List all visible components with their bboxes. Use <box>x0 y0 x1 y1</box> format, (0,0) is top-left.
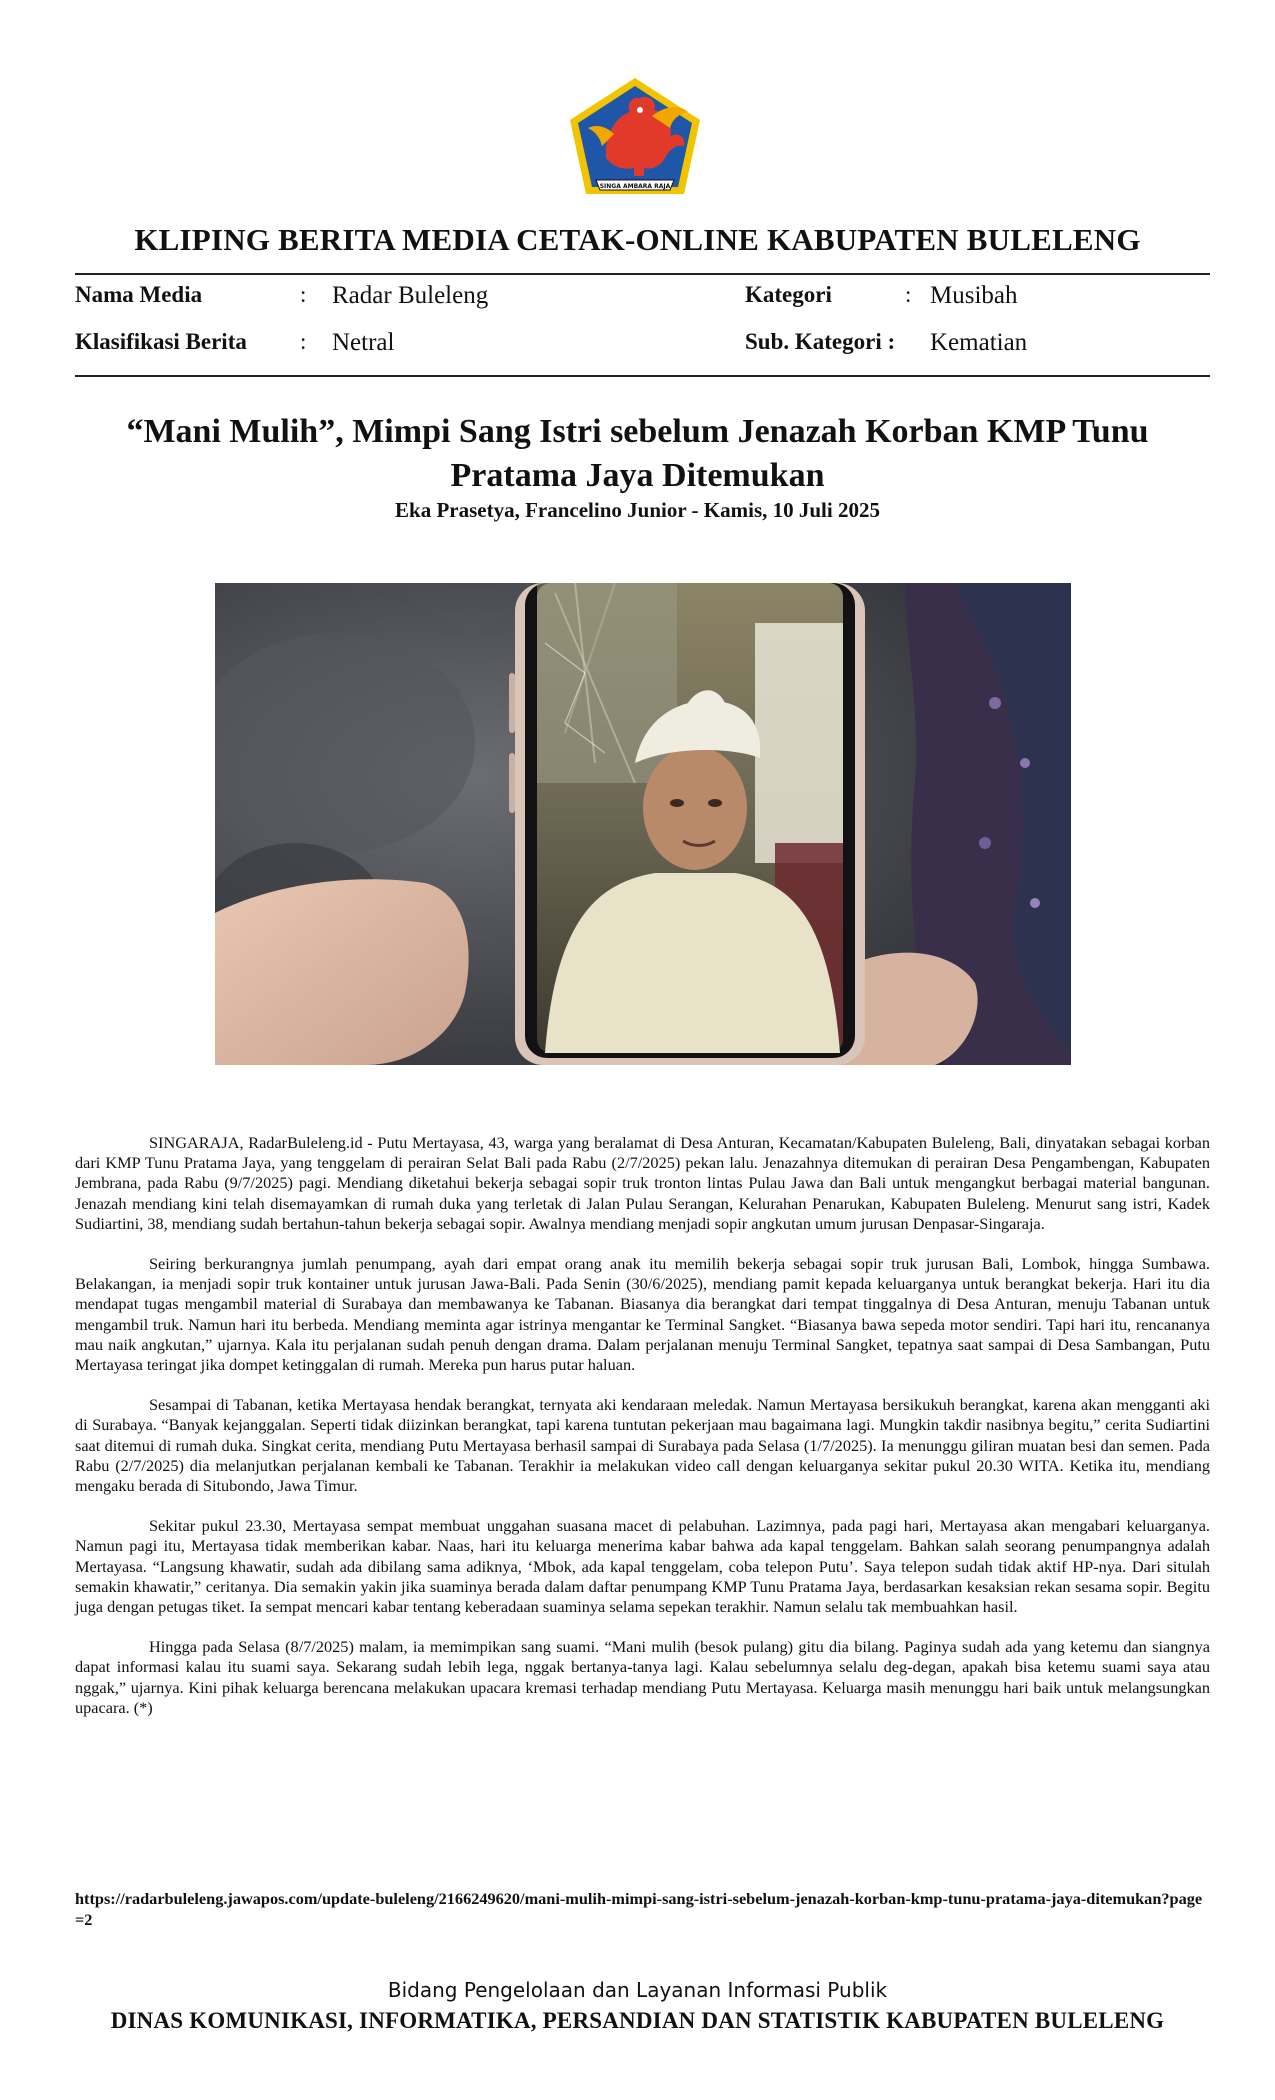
meta-row-2 <box>75 329 1210 359</box>
kategori-label: Kategori <box>745 282 832 307</box>
article-paragraph-4: Sekitar pukul 23.30, Mertayasa sempat membuat unggahan suasana macet di pelabuhan. Lazimnya, pada pagi hari, Mertayasa akan mengabari keluarganya. Namun pagi itu, Mertayasa tidak memberikan kabar. Naas, hari itu keluarga menerima kabar bahwa ada kapal tenggelam. Bahkan salah seorang penumpangnya adalah Mertayasa. “Langsung khawatir, sudah ada dibilang sama adiknya, ‘Mbok, ada kapal tenggelam, coba telepon Putu’. Saya telepon sudah tidak aktif HP-nya. Dari situlah semakin khawatir,” ceritanya. Dia semakin yakin jika suaminya berada dalam daftar penumpang KMP Tunu Pratama Jaya, berdasarkan kesaksian rekan sesama sopir. Begitu juga dengan petugas tiket. Ia sempat mencari kabar tentang keberadaan suaminya selama sepekan terakhir. Namun selalu tak membuahkan hasil. <box>75 1516 1210 1617</box>
meta-row-1 <box>75 282 1210 312</box>
article-photo <box>215 583 1071 1065</box>
klasifikasi-label: Klasifikasi Berita <box>75 329 247 354</box>
article-headline: “Mani Mulih”, Mimpi Sang Istri sebelum Jenazah Korban KMP Tunu Pratama Jaya Ditemukan <box>126 413 1149 494</box>
klasifikasi-colon: : <box>300 329 307 354</box>
nama-media-value: Radar Buleleng <box>332 282 489 309</box>
source-url-link[interactable]: https://radarbuleleng.jawapos.com/update-buleleng/2166249620/mani-mulih-mimpi-sang-istri-sebelum-jenazah-korban-kmp-tunu-pratama-jaya-ditemukan?page=2 <box>75 1889 1203 1929</box>
article-paragraph-2: Seiring berkurangnya jumlah penumpang, ayah dari empat orang anak itu memilih bekerja sebagai sopir truk jurusan Bali, Lombok, hingga Sumbawa. Belakangan, ia menjadi sopir truk kontainer untuk jurusan Jawa-Bali. Pada Senin (30/6/2025), mendiang pamit kepada keluarganya untuk berangkat bekerja. Hari itu dia mendapat tugas mengambil material di Surabaya dan membawanya ke Tabanan. Biasanya dia berangkat dari tempat tinggalnya di Desa Anturan, menuju Tabanan untuk mengambil truk. Namun hari itu berbeda. Mendiang meminta agar istrinya mengantar ke Terminal Sangket. “Biasanya bawa sepeda motor sendiri. Tapi hari itu, rencananya mau naik angkutan,” ujarnya. Kala itu perjalanan sudah penuh dengan drama. Dalam perjalanan menuju Terminal Sangket, tepatnya saat sampai di Desa Sambangan, Putu Mertayasa teringat jika dompet ketinggalan di rumah. Mereka pun harus putar haluan. <box>75 1254 1210 1375</box>
footer-bidang: Bidang Pengelolaan dan Layanan Informasi Publik <box>387 1978 888 2002</box>
article-byline: Eka Prasetya, Francelino Junior - Kamis, 10 Juli 2025 <box>395 498 880 522</box>
singa-ambara-raja-logo-icon <box>566 76 704 200</box>
nama-media-colon: : <box>300 282 307 307</box>
nama-media-label: Nama Media <box>75 282 203 307</box>
kategori-value: Musibah <box>930 282 1018 309</box>
sub-kategori-value: Kematian <box>930 329 1028 356</box>
footer-dinas: DINAS KOMUNIKASI, INFORMATIKA, PERSANDIAN DAN STATISTIK KABUPATEN BULELENG <box>110 2008 1165 2033</box>
sub-kategori-label: Sub. Kategori : <box>745 329 896 354</box>
article-paragraph-1: SINGARAJA, RadarBuleleng.id - Putu Mertayasa, 43, warga yang beralamat di Desa Anturan, Kecamatan/Kabupaten Buleleng, Bali, dinyatakan sebagai korban dari KMP Tunu Pratama Jaya, yang tenggelam di perairan Selat Bali pada Rabu (2/7/2025) pekan lalu. Jenazahnya ditemukan di perairan Desa Pengambengan, Kabupaten Jembrana, pada Rabu (9/7/2025) pagi. Mendiang diketahui bekerja sebagai sopir truk tronton lintas Pulau Jawa dan Bali untuk mengangkut berbagai material bangunan. Jenazah mendiang kini telah disemayamkan di rumah duka yang terletak di Jalan Pulau Serangan, Kelurahan Penarukan, Kabupaten Buleleng. Menurut sang istri, Kadek Sudiartini, 38, mendiang sudah bertahun-tahun bekerja sebagai sopir. Awalnya mendiang menjadi sopir angkutan umum jurusan Denpasar-Singaraja. <box>75 1133 1210 1233</box>
kategori-colon: : <box>905 282 912 307</box>
logo-motto-text: SINGA AMBARA RAJA <box>599 183 671 190</box>
article-paragraph-5: Hingga pada Selasa (8/7/2025) malam, ia memimpikan sang suami. “Mani mulih (besok pulang) gitu dia bilang. Paginya sudah ada yang ketemu dan siangnya dapat informasi kalau itu suami saya. Sekarang sudah lebih lega, nggak bertanya-tanya lagi. Kalau sebelumnya selalu deg-degan, apakah bisa ketemu suami saya atau nggak,” ujarnya. Kini pihak keluarga berencana melakukan upacara kremasi terhadap mendiang Putu Mertayasa. Keluarga masih menunggu hari baik untuk melangsungkan upacara. (*) <box>75 1637 1210 1717</box>
article-body <box>75 1133 1210 1738</box>
kliping-title: KLIPING BERITA MEDIA CETAK-ONLINE KABUPATEN BULELENG <box>134 222 1141 257</box>
bottom-divider <box>75 375 1210 377</box>
top-divider <box>75 273 1210 275</box>
article-paragraph-3: Sesampai di Tabanan, ketika Mertayasa hendak berangkat, ternyata aki kendaraan meledak. Namun Mertayasa bersikukuh berangkat, karena akan mengganti aki di Surabaya. “Banyak kejanggalan. Seperti tidak diizinkan berangkat, tapi karena tuntutan pekerjaan mau bagaimana lagi. Mungkin takdir nasibnya begitu,” cerita Sudiartini saat ditemui di rumah duka. Singkat cerita, mendiang Putu Mertayasa berhasil sampai di Surabaya pada Selasa (1/7/2025). Ia menunggu giliran muatan besi dan semen. Pada Rabu (2/7/2025) dia melanjutkan perjalanan kembali ke Tabanan. Terakhir ia melakukan video call dengan keluarganya sekitar pukul 20.30 WITA. Ketika itu, mendiang mengaku berada di Situbondo, Jawa Timur. <box>75 1395 1210 1496</box>
klasifikasi-value: Netral <box>332 329 395 356</box>
